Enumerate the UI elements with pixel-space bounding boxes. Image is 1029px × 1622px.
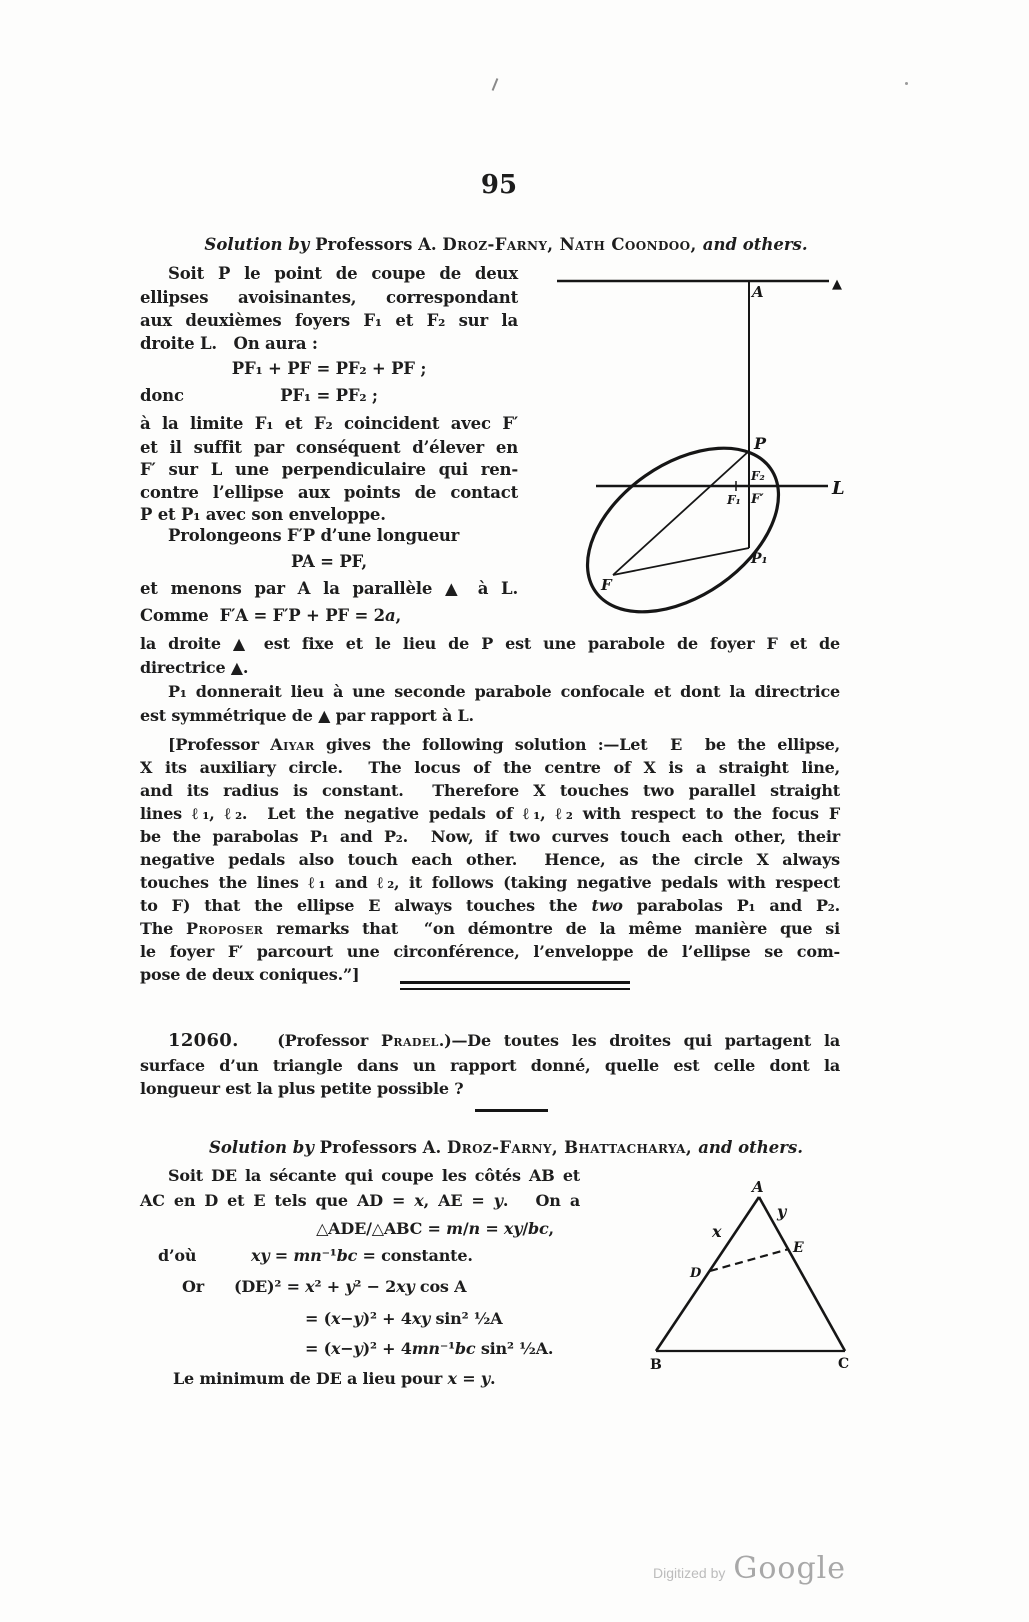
solution1-header: Solution by Professors A. Droz-Farny, Nath Coondoo, and others. <box>204 235 808 254</box>
text-line: P et P₁ avec son enveloppe. <box>140 505 386 524</box>
text-line: Soit DE la sécante qui coupe les côtés AB et <box>168 1166 580 1185</box>
formula-line: Comme F′A = F′P + PF = 2a, <box>140 606 401 625</box>
text-line: Le minimum de DE a lieu pour x = y. <box>173 1369 496 1388</box>
scan-artifact <box>492 78 499 91</box>
chord-F-P <box>613 451 749 575</box>
text-line: touches the lines ℓ₁ and ℓ₂, it follows (taking negative pedals with respect <box>140 873 840 892</box>
label-D: D <box>690 1266 702 1281</box>
problem-divider <box>475 1109 548 1112</box>
label-P: P <box>754 434 767 453</box>
side-AB <box>656 1197 759 1351</box>
side-AC <box>759 1197 845 1351</box>
text-line: AC en D et E tels que AD = x, AE = y. On a <box>140 1191 580 1210</box>
text-line: Prolongeons F′P d’une longueur <box>168 526 460 545</box>
digitized-watermark <box>653 1551 846 1586</box>
text-line: et menons par A la parallèle ▲ à L. <box>140 579 518 598</box>
text-line: droite L. On aura : <box>140 334 318 353</box>
label-F1: F₁ <box>727 493 741 507</box>
label-F2: F₂ <box>751 469 765 483</box>
formula-line: PA = PF, <box>291 552 367 571</box>
label-B: B <box>650 1357 662 1373</box>
label-E: E <box>793 1240 804 1256</box>
scanned-journal-page: 95 Solution by Professors A. Droz-Farny, Nath Coondoo, and others. Soit P le point de coupe de deux ellipses avoisinantes, correspondant aux deuxièmes foyers F₁ et F₂ sur la droite L. On aura : PF₁ + PF = PF₂ + PF ; donc PF₁ = PF₂ ; à la limite F₁ et F₂ coincident avec F′ et il suffit par conséquent d’élever en F′ sur L une perpendiculaire qui ren- contre l’ellipse aux points de contact P et P₁ avec son enveloppe. Prolongeons F′P d’une longueur PA = PF, et menons par A la parallèle ▲ à L. Comme F′A = F′P + PF = 2a, la droite ▲ est fixe et le lieu de P est une parabole de foyer F et de directrice ▲. P₁ donnerait lieu à une seconde parabole confocale et dont la directrice est symmétrique de ▲ par rapport à L. [Professor Aiyar gives the following solution :—Let E be the ellipse, X its auxiliary circle. The locus of the centre of X is a straight line, and its radius is constant. Therefore X touches two parallel straight lines ℓ₁, ℓ₂. Let the negative pedals of ℓ₁, ℓ₂ with respect to the focus F be the parabolas P₁ and P₂. Now, if two curves touch each other, their negative pedals also touch each other. Hence, as the circle X always touches the lines ℓ₁ and ℓ₂, it follows (taking negative pedals with respect to F) that the ellipse E always touches the two parabolas P₁ and P₂. The Proposer remarks that “on démontre de la même manière que si le foyer F′ parcourt une circonférence, l’enveloppe de l’ellipse se com- pose de deux coniques.”] 12060. (Professor Pradel.)—De toutes les droites qui partagent la surface d’un triangle dans un rapport donné, quelle est celle dont la longueur est la plus petite possible ? Solution by Professors A. Droz-Farny, Bhattacharya, and others. Soit DE la sécante qui coupe les côtés AB et AC en D et E tels que AD = x, AE = y. On a △ADE/△ABC = m/n = xy/bc, d’où xy = mn⁻¹bc = constante. Or (DE)² = x² + y² − 2xy cos A = (x−y)² + 4xy sin² ½A = (x−y)² + 4mn⁻¹bc sin² ½A. Le minimum de DE a lieu pour x = y. ▲ A L P F₂ F₁ F′ P₁ F A x y D E B C Digitized by Google <box>0 0 1029 1622</box>
text-line: contre l’ellipse aux points de contact <box>140 483 518 502</box>
page-number: 95 <box>480 170 518 200</box>
text-line: F′ sur L une perpendiculaire qui ren- <box>140 460 518 479</box>
problem-line: 12060. (Professor Pradel.)—De toutes les droites qui partagent la <box>168 1030 840 1051</box>
label-F-prime: F′ <box>751 492 764 507</box>
text-line: negative pedals also touch each other. Hence, as the circle X always <box>140 850 840 869</box>
google-logo: Google <box>733 1551 847 1586</box>
problem-line: longueur est la plus petite possible ? <box>140 1079 464 1098</box>
text-line: to F) that the ellipse E always touches the two parabolas P₁ and P₂. <box>140 896 840 915</box>
figure-triangle-diagram <box>600 1170 870 1385</box>
section-divider <box>400 981 630 990</box>
label-delta: ▲ <box>832 277 842 292</box>
text-line: lines ℓ₁, ℓ₂. Let the negative pedals of ℓ₁, ℓ₂ with respect to the focus F <box>140 804 840 823</box>
text-line: la droite ▲ est fixe et le lieu de P est une parabole de foyer F et de <box>140 634 840 653</box>
text-line: à la limite F₁ et F₂ coincident avec F′ <box>140 414 518 433</box>
text-line: P₁ donnerait lieu à une seconde parabole confocale et dont la directrice <box>168 682 840 701</box>
problem-line: surface d’un triangle dans un rapport donné, quelle est celle dont la <box>140 1056 840 1075</box>
label-F: F <box>601 576 612 594</box>
text-line: le foyer F′ parcourt une circonférence, l’enveloppe de l’ellipse se com- <box>140 942 840 961</box>
label-A: A <box>752 283 764 301</box>
text-line: pose de deux coniques.”] <box>140 965 360 984</box>
label-P1: P₁ <box>751 551 768 567</box>
text-line: ellipses avoisinantes, correspondant <box>140 288 518 307</box>
formula-line: = (x−y)² + 4xy sin² ½A <box>305 1309 503 1328</box>
text-line: Soit P le point de coupe de deux <box>168 264 518 283</box>
solution2-header: Solution by Professors A. Droz-Farny, Bhattacharya, and others. <box>208 1138 804 1157</box>
text-line: and its radius is constant. Therefore X touches two parallel straight <box>140 781 840 800</box>
label-A: A <box>752 1178 764 1196</box>
formula-line: donc PF₁ = PF₂ ; <box>140 386 378 405</box>
formula-line: PF₁ + PF = PF₂ + PF ; <box>231 359 427 378</box>
label-x: x <box>712 1222 722 1241</box>
text-line: directrice ▲. <box>140 658 249 677</box>
watermark-prefix: Digitized by <box>653 1565 726 1581</box>
formula-line: △ADE/△ABC = m/n = xy/bc, <box>316 1219 554 1238</box>
text-line: est symmétrique de ▲ par rapport à L. <box>140 706 474 725</box>
label-C: C <box>838 1356 850 1372</box>
label-y: y <box>777 1202 787 1221</box>
ellipse-curve <box>557 415 808 625</box>
text-line: [Professor Aiyar gives the following solution :—Let E be the ellipse, <box>168 735 840 754</box>
text-line: The Proposer remarks that “on démontre de la même manière que si <box>140 919 840 938</box>
text-line: X its auxiliary circle. The locus of the centre of X is a straight line, <box>140 758 840 777</box>
text-line: aux deuxièmes foyers F₁ et F₂ sur la <box>140 311 518 330</box>
text-line: be the parabolas P₁ and P₂. Now, if two curves touch each other, their <box>140 827 840 846</box>
figure-ellipse-diagram <box>530 250 875 625</box>
formula-line: = (x−y)² + 4mn⁻¹bc sin² ½A. <box>305 1339 554 1358</box>
label-L: L <box>832 478 845 499</box>
chord-F-P1 <box>613 548 749 575</box>
text-line: et il suffit par conséquent d’élever en <box>140 438 518 457</box>
scan-artifact <box>905 82 908 85</box>
